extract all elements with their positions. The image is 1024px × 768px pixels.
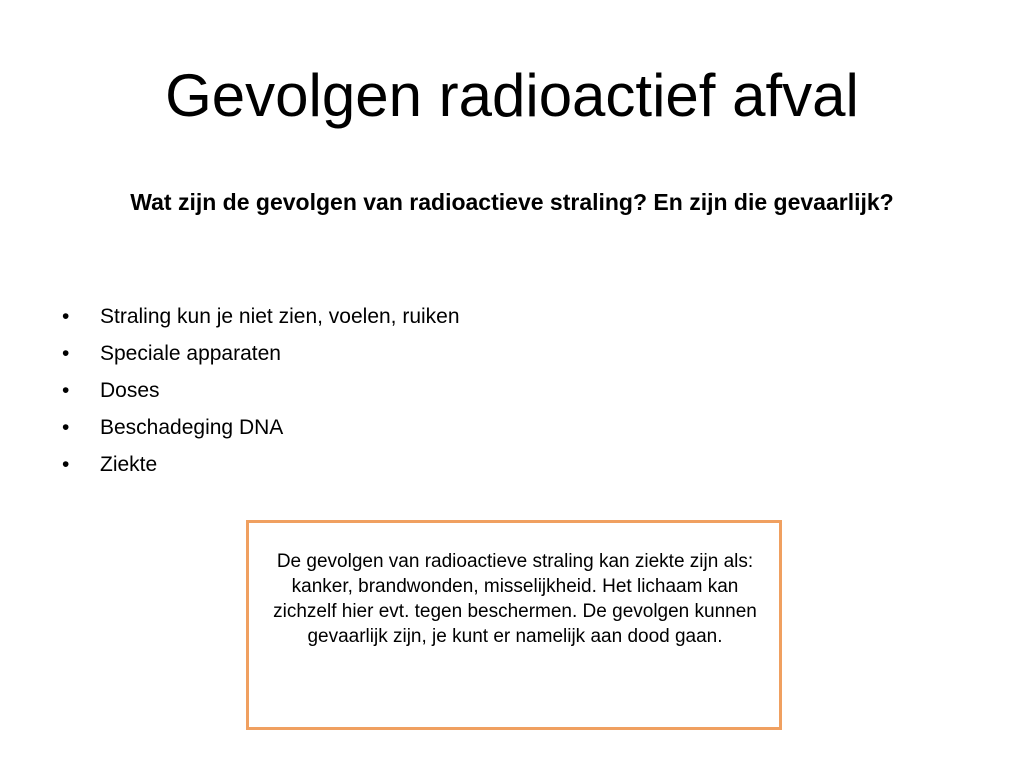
bullet-text: Ziekte	[100, 453, 158, 476]
list-item	[62, 446, 762, 483]
bullet-text: Straling kun je niet zien, voelen, ruiken	[100, 305, 460, 328]
list-item	[62, 409, 762, 446]
bullet-icon: •	[62, 453, 70, 476]
list-item	[62, 372, 762, 409]
bullet-icon: •	[62, 379, 70, 402]
bullet-icon: •	[62, 342, 70, 365]
bullet-text: Doses	[100, 379, 160, 402]
list-item	[62, 298, 762, 335]
bullet-text: Speciale apparaten	[100, 342, 281, 365]
note-box	[246, 520, 782, 730]
list-item	[62, 335, 762, 372]
note-text: De gevolgen van radioactieve straling kan ziekte zijn als: kanker, brandwonden, misselijkheid. Het lichaam kan zichzelf hier evt. tegen beschermen. De gevolgen kunnen gevaarlijk zijn, je kunt er namelijk aan dood gaan.	[273, 551, 757, 647]
bullet-text: Beschadeging DNA	[100, 416, 284, 439]
slide-title: Gevolgen radioactief afval	[165, 62, 859, 129]
bullet-list	[62, 298, 762, 483]
bullet-icon: •	[62, 416, 70, 439]
bullet-icon: •	[62, 305, 70, 328]
slide-subtitle: Wat zijn de gevolgen van radioactieve straling? En zijn die gevaarlijk?	[130, 189, 894, 215]
